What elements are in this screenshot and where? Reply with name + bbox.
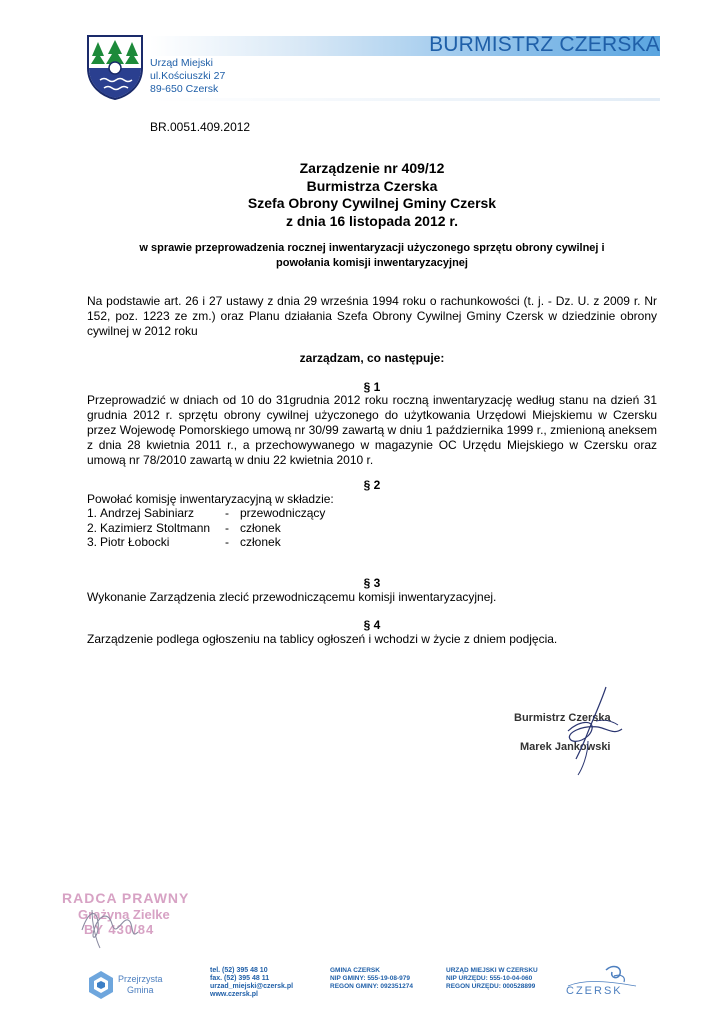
decree-heading: zarządzam, co następuje: [299,351,445,365]
member-dash: - [225,506,229,520]
member-role: członek [240,535,281,549]
member-name: Piotr Łobocki [100,535,170,549]
footer-contact [210,967,293,999]
section-4-text: Zarządzenie podlega ogłoszeniu na tablicy ogłoszeń i wchodzi w życie z dniem podjęcia. [87,632,558,646]
signature-office: Burmistrz Czerska [514,712,611,724]
handwritten-signature-icon [548,685,638,777]
title-line: Burmistrza Czerska [306,177,438,194]
header-title: BURMISTRZ CZERSKA [429,33,660,56]
title-line: z dnia 16 listopada 2012 r. [286,212,458,229]
section-1-text: Przeprowadzić w dniach od 10 do 31grudnia 2012 roku roczną inwentaryzację według stanu na dzień 31 grudnia 2012 r. sprzętu obrony cywilnej użyczonego do użytkowania Urzędowi Miejskiemu w Czersku przez Wojewodę Pomorskiego umową nr 30/99 zawartą w dniu 1 października 1999 r., zmienioną aneksem z dnia 28 kwietnia 2011 r., a przechowywanego w magazynie OC Urzędu Miejskiego w Czersku oraz umową nr 78/2010 zawartą w dniu 22 kwietnia 2010 r. [87,393,657,467]
czersk-coat-of-arms-icon [86,34,144,100]
member-role: przewodniczący [240,506,326,520]
address-line: Urząd Miejski [150,57,214,69]
title-line: Zarządzenie nr 409/12 [299,160,445,176]
document-reference: BR.0051.409.2012 [150,120,251,134]
section-2-heading: § 2 [363,478,381,492]
legal-basis-paragraph: Na podstawie art. 26 i 27 ustawy z dnia 29 września 1994 roku o rachunkowości (t. j. - Dz. U. z 2009 r. Nr 152, poz. 1223 ze zm.) oraz Planu działania Szefa Obrony Cywilnej Gminy Czersk w dziedzinie obrony cywilnej w 2012 roku [87,294,657,338]
member-role: członek [240,520,281,535]
footer-emblem-text: CZERSK [566,985,623,997]
gmina-line: REGON GMINY: 092351274 [330,983,413,990]
address-line: ul.Kościuszki 27 [150,70,226,82]
subject-line: w sprawie przeprowadzenia rocznej inwentaryzacji użyczonego sprzętu obrony cywilnej i [139,242,605,254]
gmina-line: NIP GMINY: 555-19-08-979 [330,975,410,982]
header-divider [150,98,660,101]
footer-gmina-info [330,967,413,991]
address-line: 89-650 Czersk [150,83,219,95]
contact-phone: tel. (52) 395 48 10 [210,967,268,974]
section-3-heading: § 3 [363,576,381,590]
document-subject [87,241,657,271]
contact-fax: fax. (52) 395 48 11 [210,975,270,982]
contact-website: www.czersk.pl [210,991,258,998]
header-address [150,57,225,96]
urzad-line: REGON URZĘDU: 000528899 [446,983,536,990]
member-number: 1. [87,506,98,520]
member-dash: - [225,535,229,549]
committee-list [87,506,325,550]
stamp-title: RADCA PRAWNY [62,890,190,906]
subject-line: powołania komisji inwentaryzacyjnej [276,257,468,269]
signature-name: Marek Jankowski [520,741,611,753]
section-4-heading: § 4 [363,618,381,632]
committee-member [87,535,325,550]
stamp-name: Grażyna Zielke [78,907,170,922]
footer-urzad-info [446,967,538,991]
title-line: Szefa Obrony Cywilnej Gminy Czersk [247,195,497,211]
committee-member [87,506,325,521]
member-name: Kazimierz Stoltmann [100,520,211,535]
urzad-line: NIP URZĘDU: 555-10-04-060 [446,975,533,982]
stamp-number: BY 430/84 [84,922,155,937]
member-number: 2. [87,520,98,535]
brand-line: Przejrzysta [118,974,163,984]
transparent-municipality-logo-icon [86,970,116,1000]
section-1-heading: § 1 [363,380,381,394]
gmina-line: GMINA CZERSK [330,967,380,974]
brand-line: Gmina [127,985,154,995]
urzad-line: URZĄD MIEJSKI W CZERSKU [446,967,538,974]
committee-member [87,521,325,536]
member-name: Andrzej Sabiniarz [100,506,195,520]
stamp-signature-icon [78,900,148,950]
member-number: 3. [87,535,98,549]
footer-brand [118,974,163,996]
contact-email: urzad_miejski@czersk.pl [210,983,294,990]
section-2-text: Powołać komisję inwentaryzacyjną w składzie: [87,492,334,506]
section-3-text: Wykonanie Zarządzenia zlecić przewodniczącemu komisji inwentaryzacyjnej. [87,590,497,604]
document-title [87,160,657,230]
member-dash: - [225,520,229,535]
